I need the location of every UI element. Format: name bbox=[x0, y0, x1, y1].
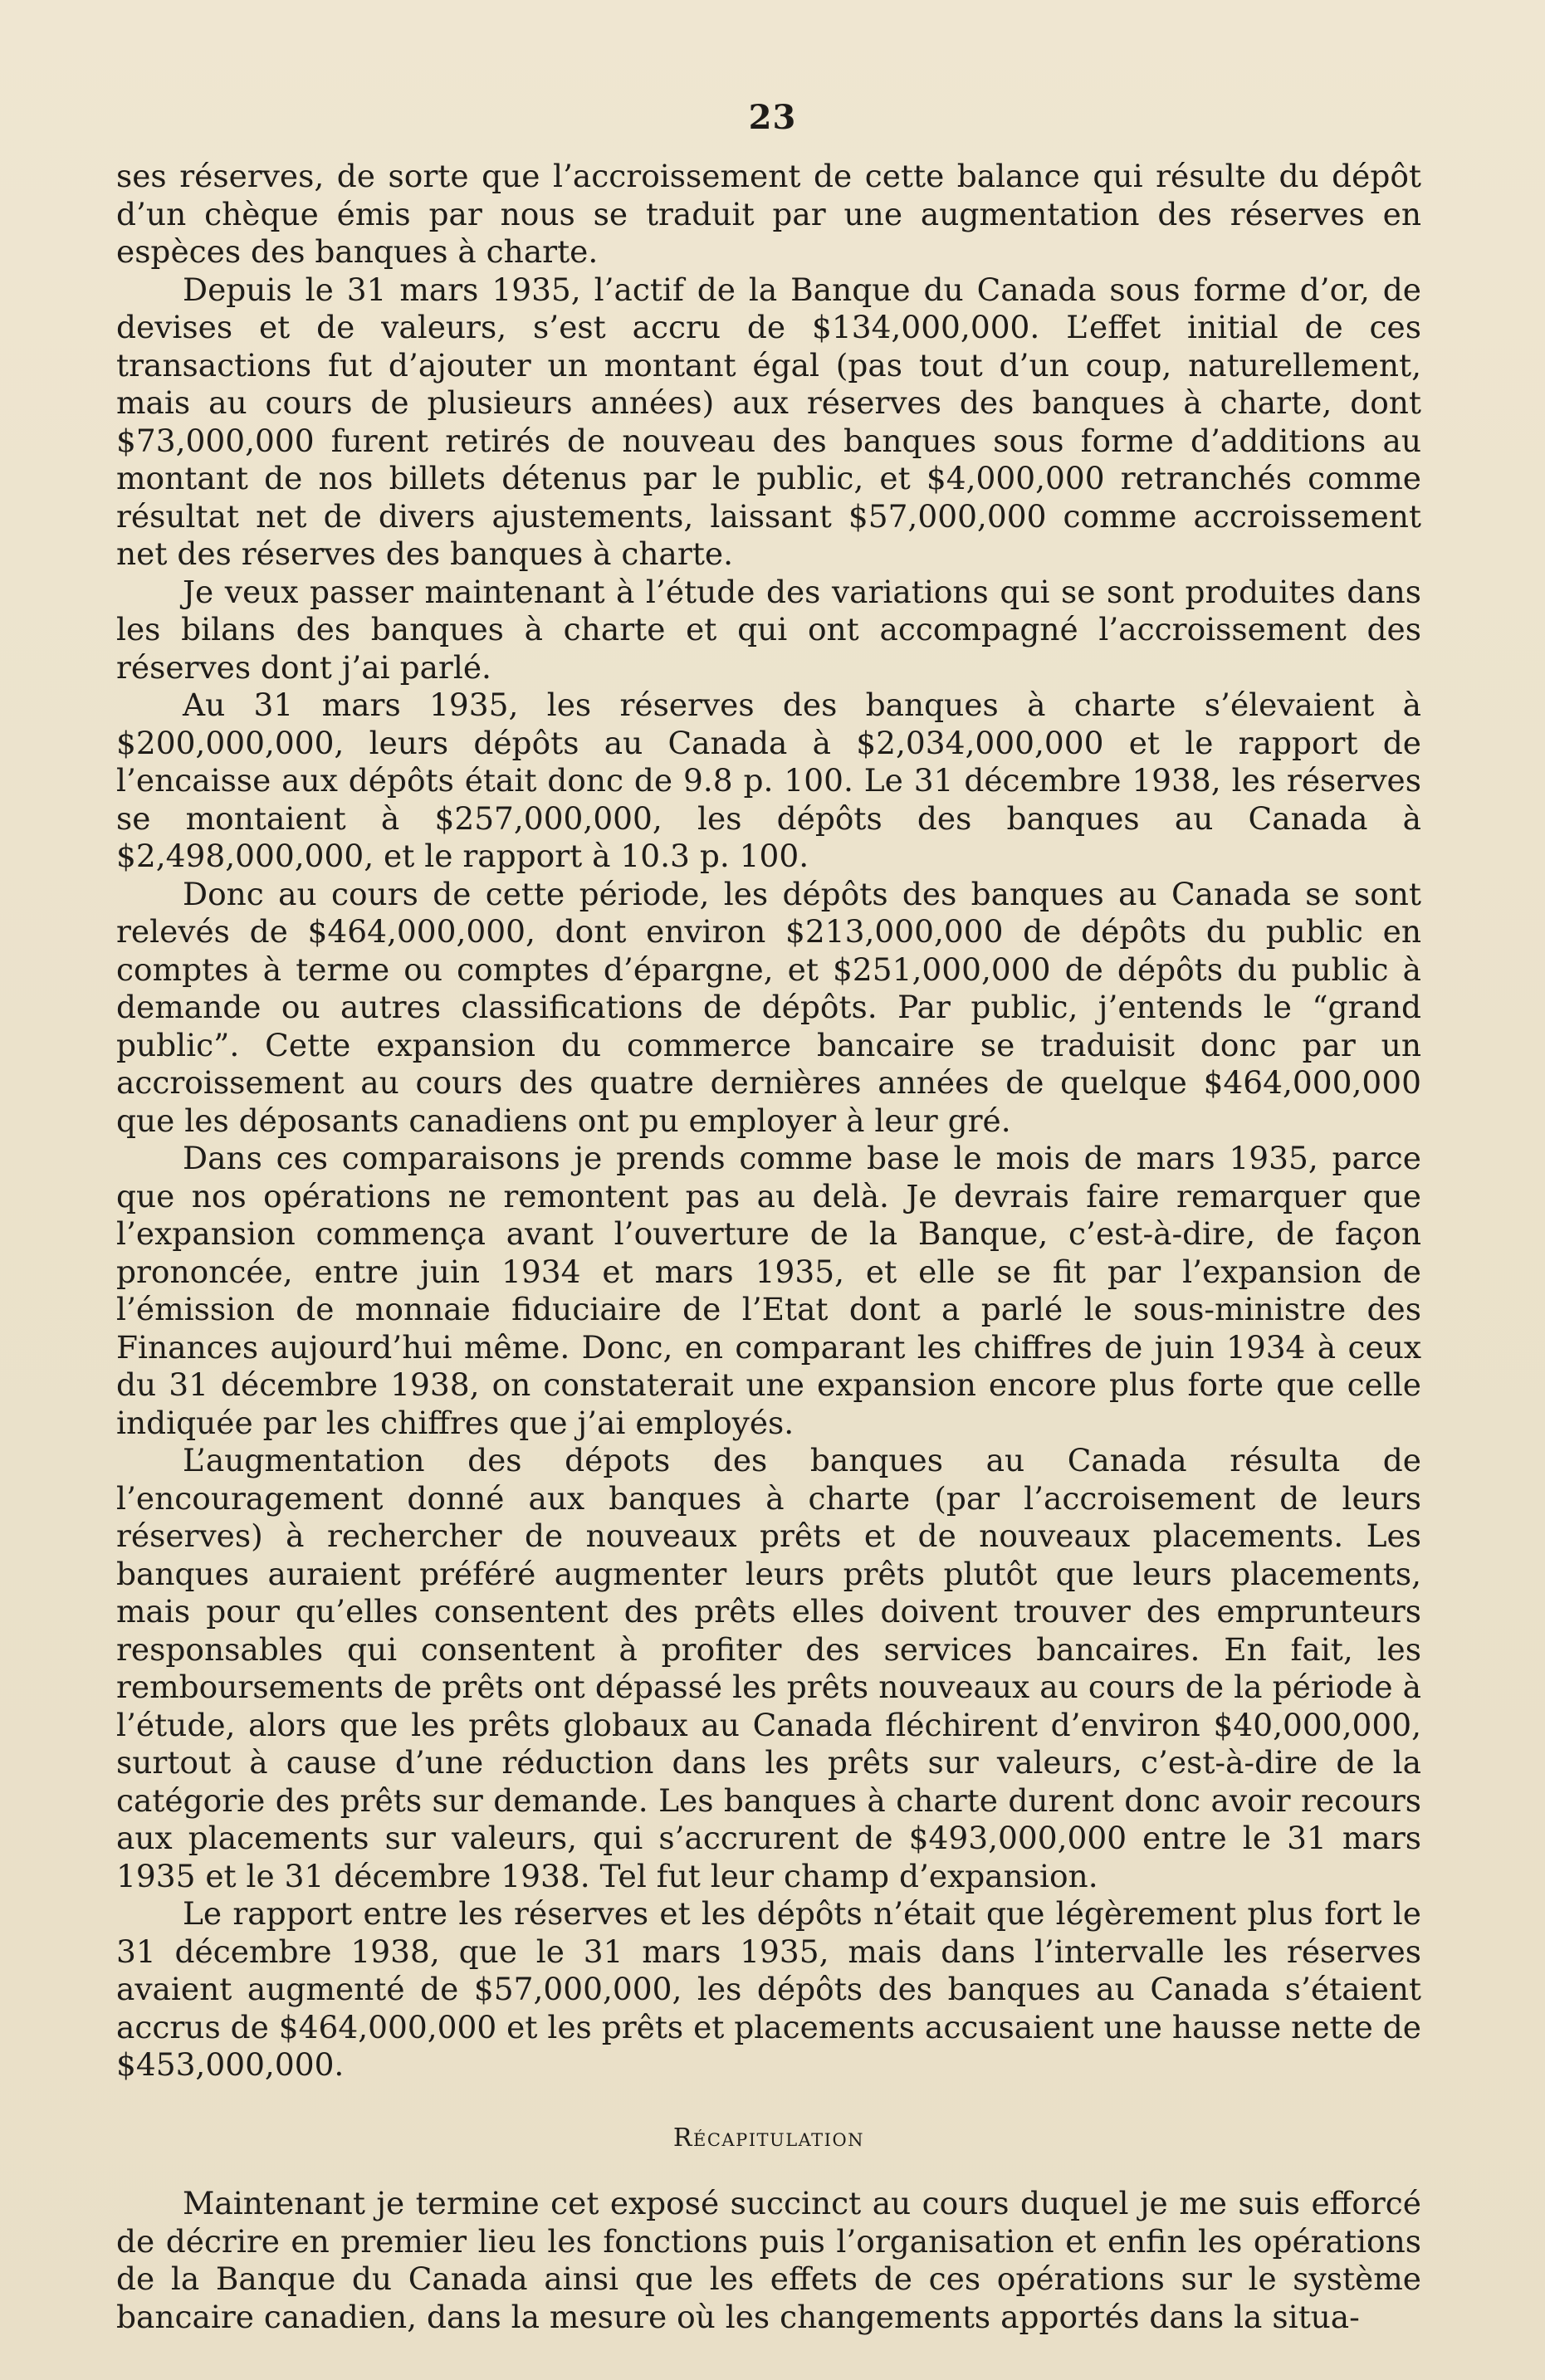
paragraph-3: Je veux passer maintenant à l’étude des variations qui se sont produites dans les bilans des banques à charte et qui ont accompagné l’accroissement des réserves dont j’ai parlé. bbox=[116, 573, 1421, 686]
paragraph-9: Maintenant je termine cet exposé succinct au cours duquel je me suis efforcé de décrire en premier lieu les fonctions puis l’organisation et enfin les opérations de la Banque du Canada ainsi que les effets de ces opérations sur le système bancaire canadien, dans la mesure où les changements apportés dans la situa- bbox=[116, 2185, 1421, 2335]
paragraph-4: Au 31 mars 1935, les réserves des banques à charte s’élevaient à $200,000,000, leurs dépôts au Canada à $2,034,000,000 et le rapport de l’encaisse aux dépôts était donc de 9.8 p. 100. Le 31 décembre 1938, les réserves se montaient à $257,000,000, les dépôts des banques au Canada à $2,498,000,000, et le rapport à 10.3 p. 100. bbox=[116, 687, 1421, 874]
paragraph-1: ses réserves, de sorte que l’accroissement de cette balance qui résulte du dépôt d’un chèque émis par nous se traduit par une augmentation des réserves en espèces des banques à charte. bbox=[116, 158, 1421, 270]
paragraph-8: Le rapport entre les réserves et les dépôts n’était que légèrement plus fort le 31 décembre 1938, que le 31 mars 1935, mais dans l’intervalle les réserves avaient augmenté de $57,000,000, les dépôts des banques au Canada s’étaient accrus de $464,000,000 et les prêts et placements accusaient une hausse nette de $453,000,000. bbox=[116, 1895, 1421, 2083]
body-text bbox=[116, 158, 1421, 2336]
paragraph-5: Donc au cours de cette période, les dépôts des banques au Canada se sont relevés de $464,000,000, dont environ $213,000,000 de dépôts du public en comptes à terme ou comptes d’épargne, et $251,000,000 de dépôts du public à demande ou autres classifications de dépôts. Par public, j’entends le “grand public”. Cette expansion du commerce bancaire se traduisit donc par un accroissement au cours des quatre dernières années de quelque $464,000,000 que les déposants canadiens ont pu employer à leur gré. bbox=[116, 875, 1421, 1139]
paragraph-2: Depuis le 31 mars 1935, l’actif de la Banque du Canada sous forme d’or, de devises et de valeurs, s’est accru de $134,000,000. L’effet initial de ces transactions fut d’ajouter un montant égal (pas tout d’un coup, naturellement, mais au cours de plusieurs années) aux réserves des banques à charte, dont $73,000,000 furent retirés de nouveau des banques sous forme d’additions au montant de nos billets détenus par le public, et $4,000,000 retranchés comme résultat net de divers ajustements, laissant $57,000,000 comme accroissement net des réserves des banques à charte. bbox=[116, 271, 1421, 572]
paragraph-6: Dans ces comparaisons je prends comme base le mois de mars 1935, parce que nos opérations ne remontent pas au delà. Je devrais faire remarquer que l’expansion commença avant l’ouverture de la Banque, c’est-à-dire, de façon prononcée, entre juin 1934 et mars 1935, et elle se fit par l’expansion de l’émission de monnaie fiduciaire de l’Etat dont a parlé le sous-ministre des Finances aujourd’hui même. Donc, en comparant les chiffres de juin 1934 à ceux du 31 décembre 1938, on constaterait une expansion encore plus forte que celle indiquée par les chiffres que j’ai employés. bbox=[116, 1140, 1421, 1441]
page-number: 23 bbox=[748, 98, 797, 137]
paragraph-7: L’augmentation des dépots des banques au Canada résulta de l’encouragement donné aux banques à charte (par l’accroisement de leurs réserves) à rechercher de nouveaux prêts et de nouveaux placements. Les banques auraient préféré augmenter leurs prêts plutôt que leurs placements, mais pour qu’elles consentent des prêts elles doivent trouver des emprunteurs responsables qui consentent à profiter des services bancaires. En fait, les remboursements de prêts ont dépassé les prêts nouveaux au cours de la période à l’étude, alors que les prêts globaux au Canada fléchirent d’environ $40,000,000, surtout à cause d’une réduction dans les prêts sur valeurs, c’est-à-dire de la catégorie des prêts sur demande. Les banques à charte durent donc avoir recours aux placements sur valeurs, qui s’accrurent de $493,000,000 entre le 31 mars 1935 et le 31 décembre 1938. Tel fut leur champ d’expansion. bbox=[116, 1442, 1421, 1894]
section-heading: Récapitulation bbox=[672, 2123, 865, 2153]
